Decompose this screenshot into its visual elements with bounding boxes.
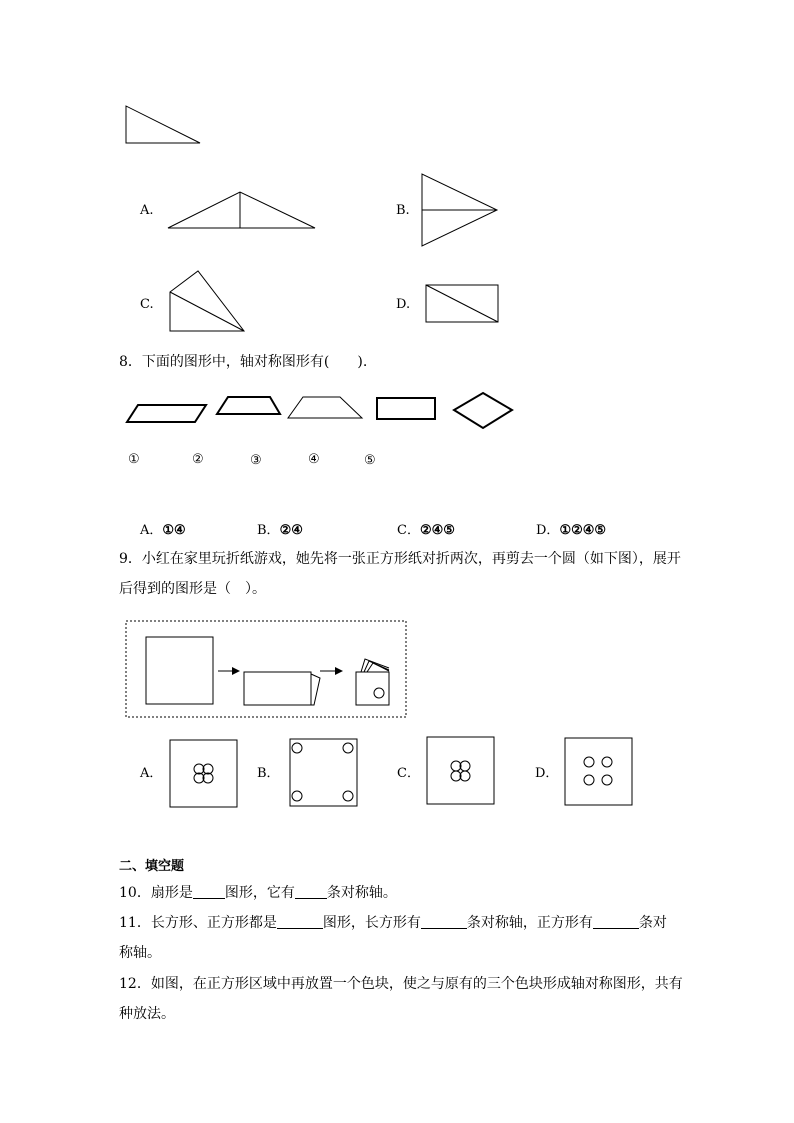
q11-question-line2: 称轴。 (119, 945, 161, 961)
q11-blank-1[interactable] (277, 914, 323, 929)
q7-option-c-label[interactable]: C. (140, 297, 154, 312)
q10-blank-2[interactable] (295, 884, 327, 899)
q8-answer-a[interactable]: A．①④ (140, 523, 186, 538)
q11-question-line1: 11．长方形、正方形都是 图形，长方形有 条对称轴，正方形有 条对 (119, 915, 667, 931)
q10-question: 10．扇形是 图形，它有 条对称轴。 (119, 885, 397, 901)
q7-option-d-label[interactable]: D. (396, 297, 411, 312)
q11-blank-3[interactable] (593, 914, 639, 929)
q7-option-b-label[interactable]: B. (396, 203, 410, 218)
q8-label-1: ① (128, 452, 140, 467)
q9-option-d-label[interactable]: D． (535, 766, 559, 781)
q12-question-line2: 种放法。 (119, 1006, 175, 1022)
q12-question-line1: 12．如图，在正方形区域中再放置一个色块，使之与原有的三个色块形成轴对称图形，共有 (119, 976, 683, 992)
q9-question-line1: 9．小红在家里玩折纸游戏，她先将一张正方形纸对折两次，再剪去一个圆（如下图），展开 (119, 551, 681, 567)
q8-answer-c[interactable]: C．②④⑤ (397, 523, 455, 538)
q11-blank-2[interactable] (421, 914, 467, 929)
q8-label-4: ④ (308, 452, 320, 467)
q7-option-a-label[interactable]: A. (140, 203, 154, 218)
q9-question-line2: 后得到的图形是（ ）。 (119, 581, 266, 597)
q8-label-2: ② (192, 452, 204, 467)
q9-option-c-label[interactable]: C． (397, 766, 420, 781)
q9-option-b-label[interactable]: B． (257, 766, 280, 781)
q8-question: 8．下面的图形中，轴对称图形有( ). (119, 354, 368, 370)
q8-answer-d[interactable]: D．①②④⑤ (536, 523, 607, 538)
q8-label-5: ⑤ (364, 453, 376, 468)
q8-answer-b[interactable]: B．②④ (257, 523, 303, 538)
q9-option-a-label[interactable]: A． (140, 766, 163, 781)
q8-label-3: ③ (250, 453, 262, 468)
section-heading-fill-in: 二、填空题 (119, 859, 185, 874)
q10-blank-1[interactable] (193, 884, 225, 899)
